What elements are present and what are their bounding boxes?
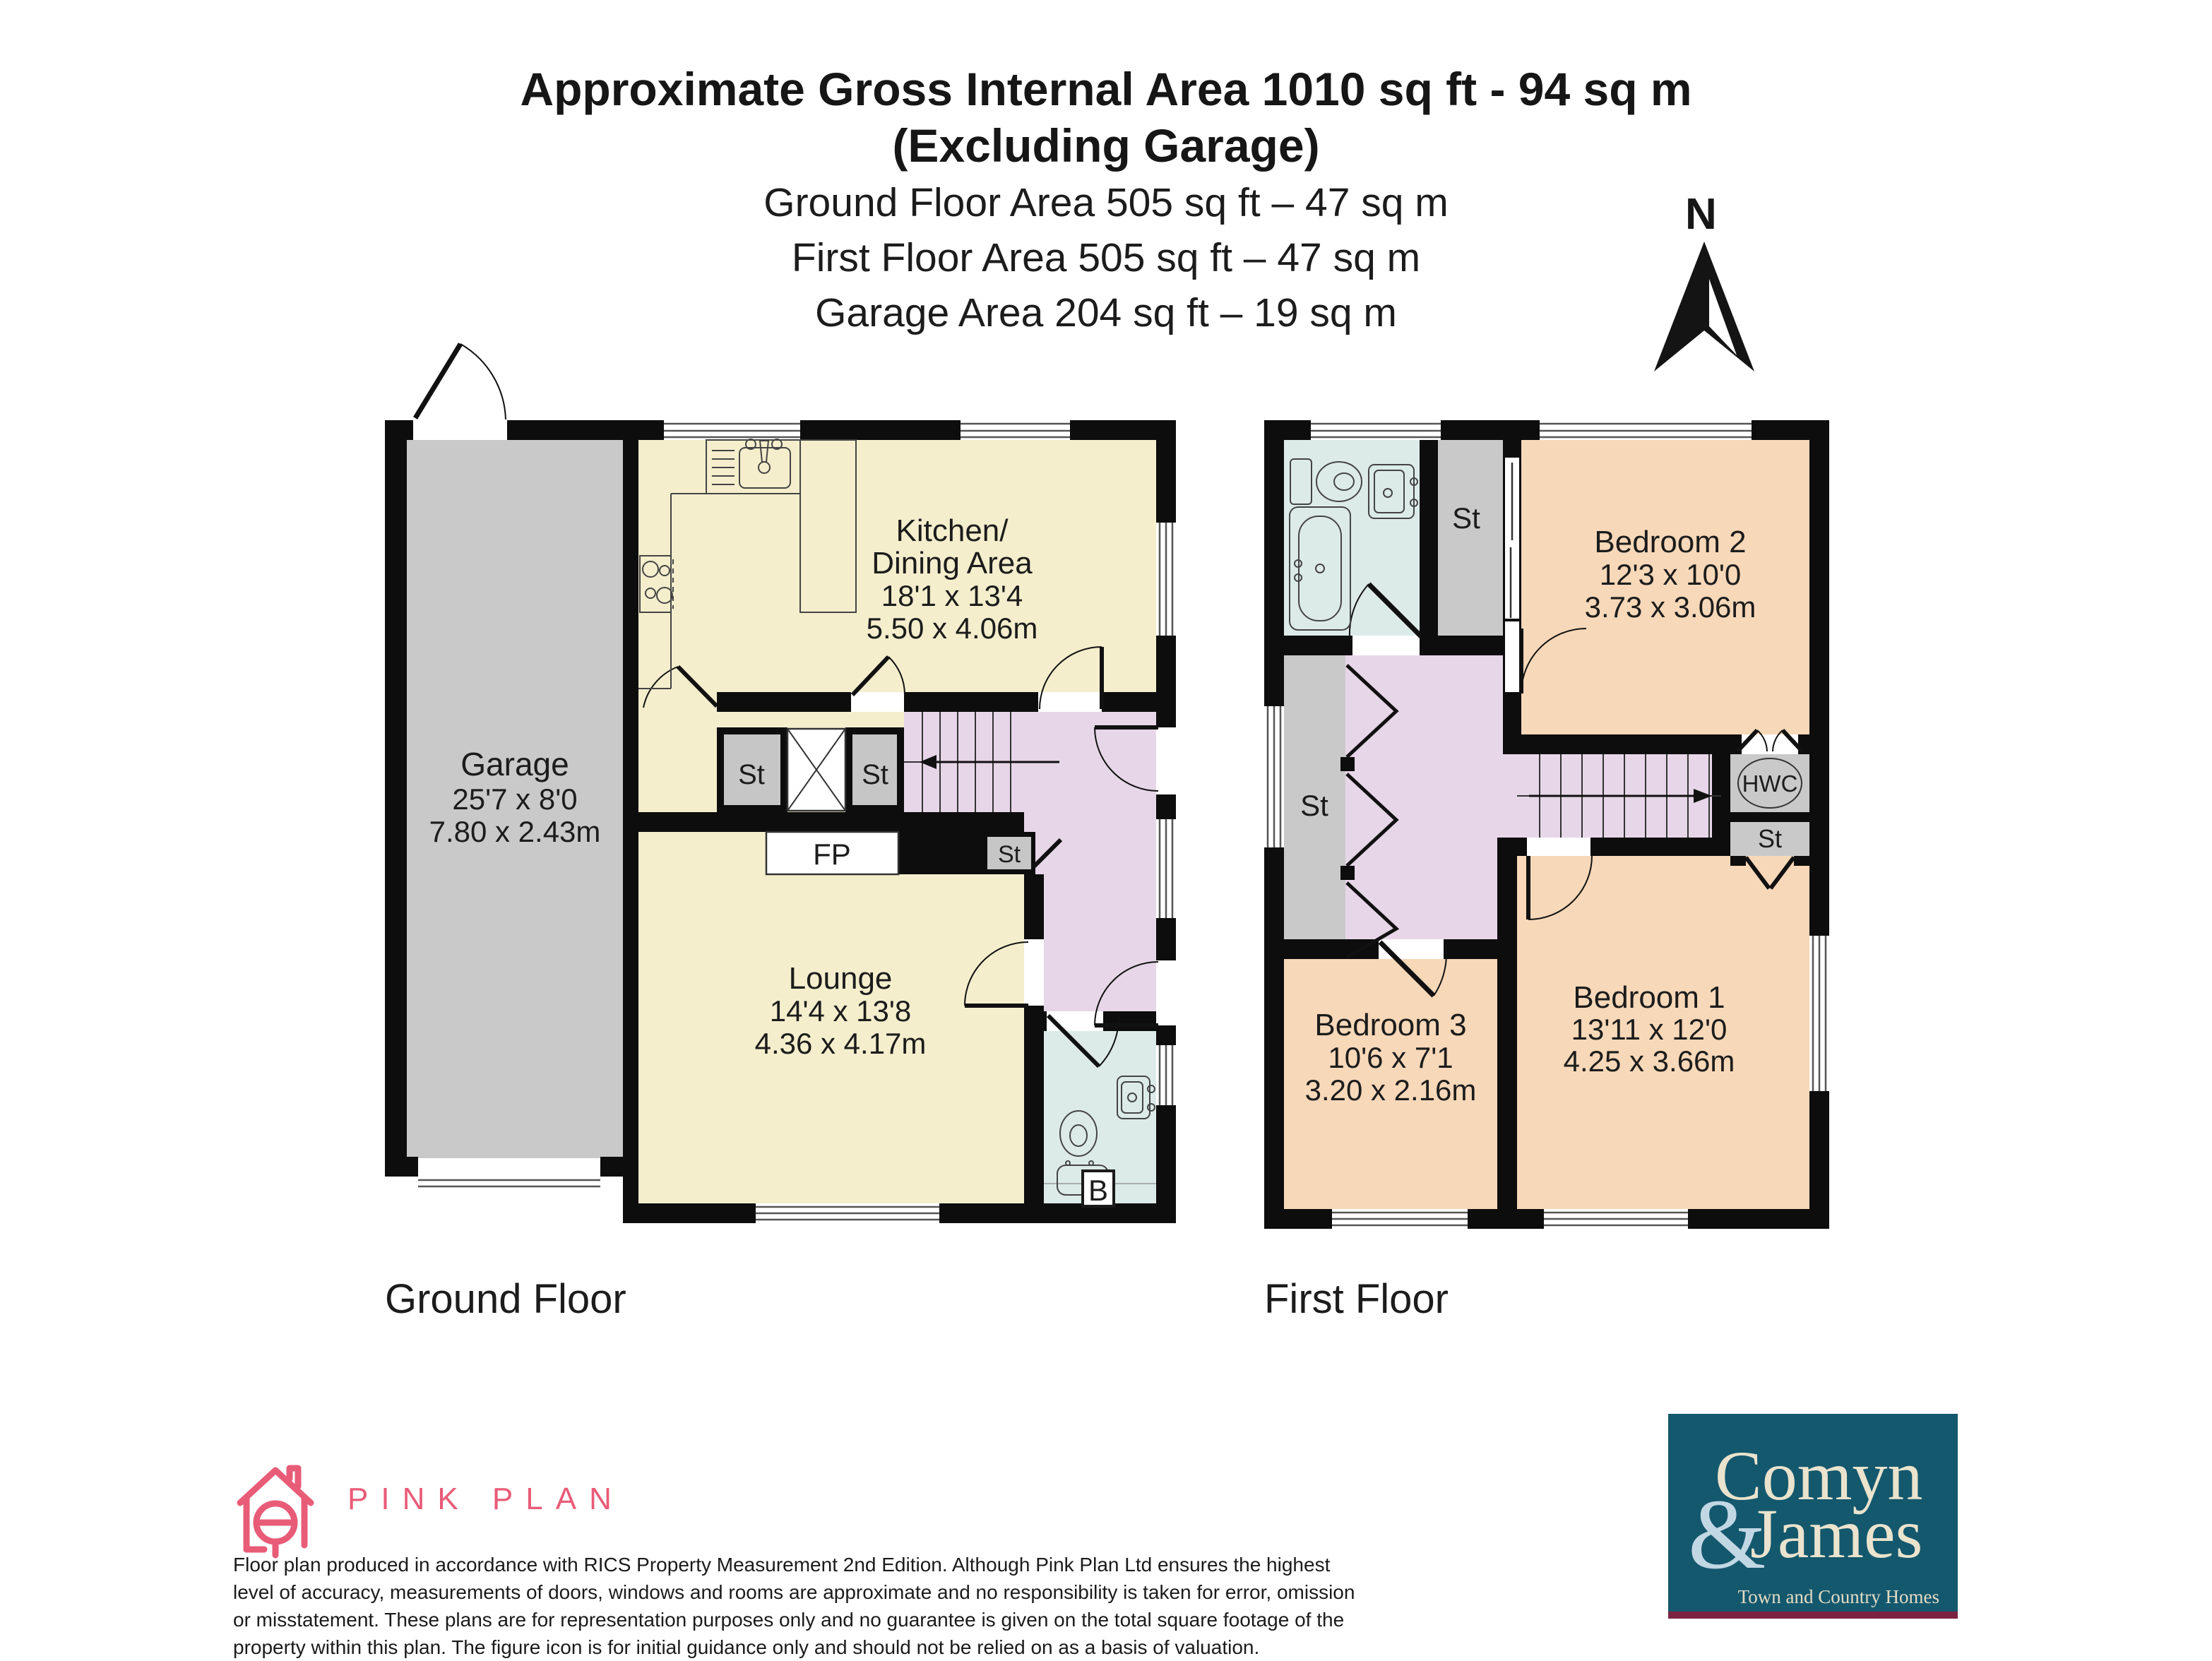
kitchen-imperial: 18'1 x 13'4 bbox=[881, 579, 1023, 612]
north-arrow-icon bbox=[1646, 233, 1766, 381]
garage-name: Garage bbox=[460, 746, 569, 782]
disclaimer-line: level of accuracy, measurements of doors, windows and rooms are approximate and no responsibility is taken for error, omission bbox=[233, 1581, 1355, 1603]
ground-floor-plan bbox=[385, 339, 1176, 1243]
disclaimer-line: property within this plan. The figure icon is for initial guidance only and should not be relied on as a basis of valuation. bbox=[233, 1636, 1260, 1658]
ground-store-1-label: St bbox=[738, 759, 765, 790]
boiler-label: B bbox=[1088, 1174, 1109, 1207]
bedroom3-metric: 3.20 x 2.16m bbox=[1304, 1073, 1477, 1107]
garage-imperial: 25'7 x 8'0 bbox=[452, 782, 578, 816]
lounge-metric: 4.36 x 4.17m bbox=[754, 1027, 927, 1060]
first-floor-caption: First Floor bbox=[1264, 1276, 1449, 1322]
lounge-name: Lounge bbox=[788, 961, 893, 996]
bathroom-room bbox=[1284, 440, 1420, 636]
disclaimer-line: Floor plan produced in accordance with RICS Property Measurement 2nd Edition. Although Pink Plan Ltd ensures the highest bbox=[233, 1554, 1331, 1576]
agent-ampersand: & bbox=[1688, 1478, 1766, 1590]
garage-area-line: Garage Area 204 sq ft – 19 sq m bbox=[815, 290, 1397, 335]
garage-metric: 7.80 x 2.43m bbox=[429, 815, 601, 848]
bedroom1-metric: 4.25 x 3.66m bbox=[1563, 1044, 1735, 1078]
hwc-label: HWC bbox=[1742, 770, 1798, 797]
north-label: N bbox=[1685, 190, 1717, 239]
disclaimer-line: or misstatement. These plans are for representation purposes only and no guarantee is given on the total square footage of the bbox=[233, 1609, 1345, 1631]
kitchen-metric: 5.50 x 4.06m bbox=[866, 612, 1038, 645]
first-floor-plan bbox=[1264, 395, 1829, 1243]
agent-logo bbox=[1668, 1414, 1958, 1619]
agent-tagline: Town and Country Homes bbox=[1737, 1586, 1939, 1607]
lounge-imperial: 14'4 x 13'8 bbox=[769, 994, 912, 1028]
kitchen-name-2: Dining Area bbox=[872, 546, 1033, 581]
bedroom2-name: Bedroom 2 bbox=[1594, 525, 1747, 559]
bedroom3-imperial: 10'6 x 7'1 bbox=[1328, 1041, 1453, 1074]
page-title-line2: (Excluding Garage) bbox=[892, 119, 1320, 172]
bedroom1-name: Bedroom 1 bbox=[1573, 980, 1725, 1015]
agent-name-top: Comyn bbox=[1715, 1436, 1923, 1515]
bedroom3-name: Bedroom 3 bbox=[1314, 1008, 1467, 1042]
brand-name: PINK PLAN bbox=[347, 1482, 624, 1516]
first-store-top bbox=[1438, 440, 1503, 636]
first-store-top-label: St bbox=[1452, 501, 1480, 535]
first-store-right-label: St bbox=[1757, 824, 1783, 853]
pink-plan-logo-icon bbox=[227, 1456, 333, 1562]
disclaimer-block bbox=[233, 1551, 1355, 1661]
bedroom1-imperial: 13'11 x 12'0 bbox=[1571, 1013, 1728, 1046]
first-store-left-label: St bbox=[1300, 789, 1328, 822]
fireplace-label: FP bbox=[813, 838, 851, 871]
agent-logo-bar bbox=[1668, 1612, 1958, 1619]
bedroom2-imperial: 12'3 x 10'0 bbox=[1599, 558, 1742, 591]
ground-floor-area-line: Ground Floor Area 505 sq ft – 47 sq m bbox=[763, 180, 1449, 225]
kitchen-name-1: Kitchen/ bbox=[896, 513, 1009, 548]
first-floor-area-line: First Floor Area 505 sq ft – 47 sq m bbox=[791, 235, 1421, 280]
ground-store-2-label: St bbox=[862, 759, 888, 790]
page-title-line1: Approximate Gross Internal Area 1010 sq ft - 94 sq m bbox=[520, 63, 1692, 115]
bedroom2-metric: 3.73 x 3.06m bbox=[1584, 590, 1756, 624]
ground-store-3-label: St bbox=[997, 841, 1021, 868]
agent-name-bottom: James bbox=[1750, 1494, 1923, 1573]
ground-floor-caption: Ground Floor bbox=[385, 1276, 626, 1322]
